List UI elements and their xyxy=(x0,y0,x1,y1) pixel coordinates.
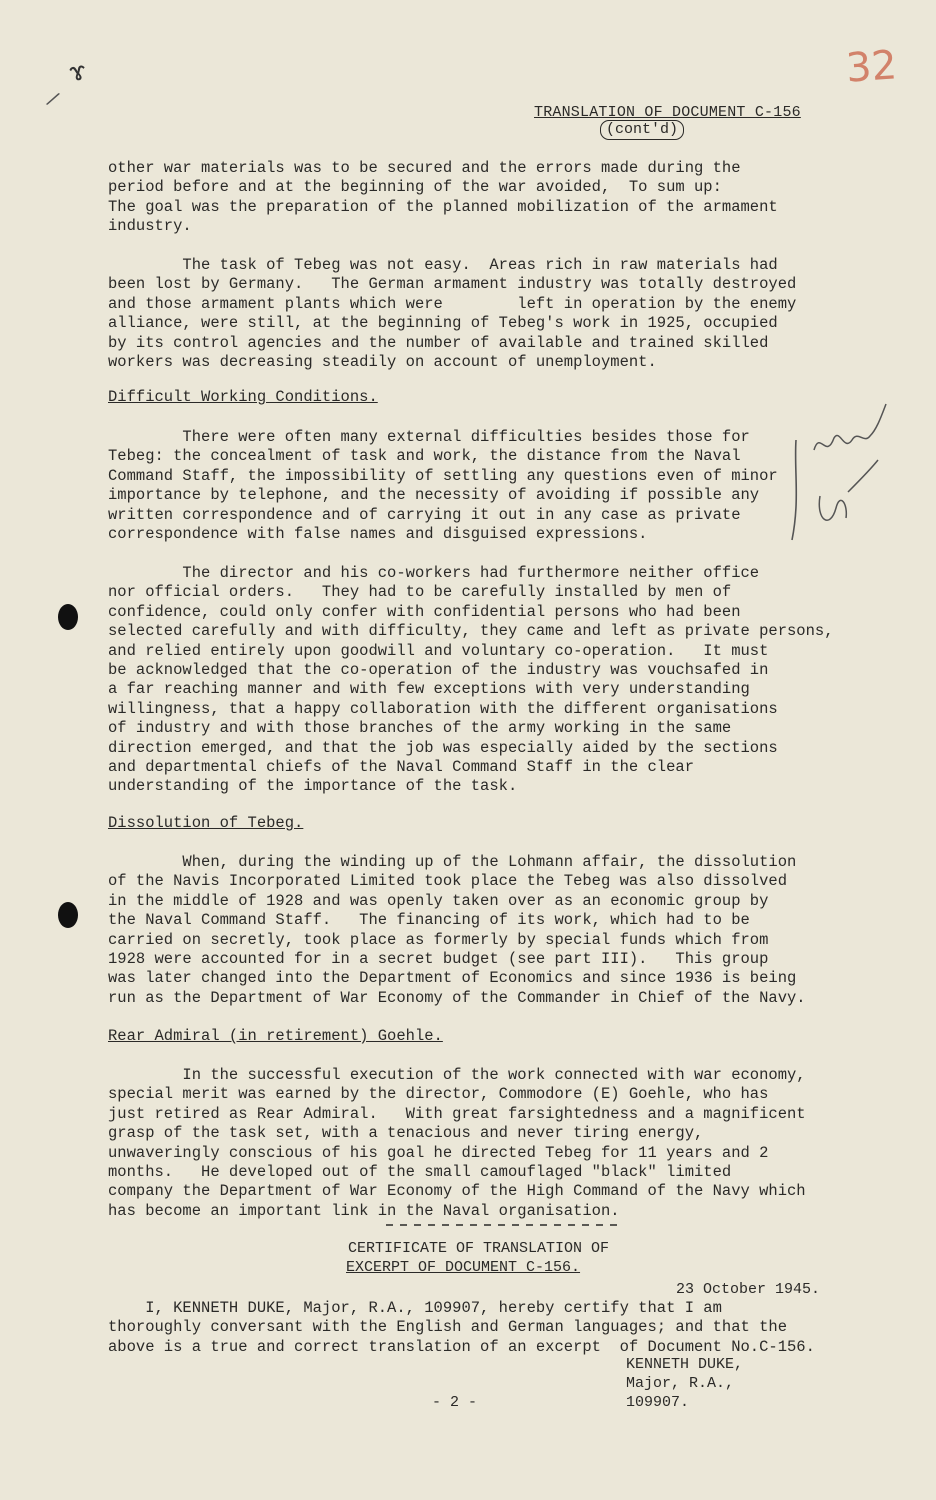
text-line: Tebeg: the concealment of task and work, the distance from the Naval xyxy=(108,447,741,466)
text-line: just retired as Rear Admiral. With great farsightedness and a magnificent xyxy=(108,1104,806,1123)
text-line: In the successful execution of the work connected with war economy, xyxy=(108,1066,806,1084)
text-line: special merit was earned by the director, Commodore (E) Goehle, who has xyxy=(108,1085,769,1104)
pencil-slash-mark: / xyxy=(42,88,62,115)
text-line: of industry and with those branches of the army working in the same xyxy=(108,719,732,738)
certificate-date: 23 October 1945. xyxy=(676,1281,821,1298)
certificate-body xyxy=(108,1299,815,1357)
text-line: willingness, that a happy collaboration with the different organisations xyxy=(108,699,778,718)
text-line: and relied entirely upon goodwill and voluntary co-operation. It must xyxy=(108,641,769,660)
text-line: The goal was the preparation of the planned mobilization of the armament xyxy=(108,197,778,216)
signature-number: 109907. xyxy=(626,1394,690,1411)
text-line: above is a true and correct translation of an excerpt of Document No.C-156. xyxy=(108,1337,815,1356)
signature-rank: Major, R.A., xyxy=(626,1375,735,1392)
punch-hole xyxy=(58,604,78,630)
text-line: alliance, were still, at the beginning of Tebeg's work in 1925, occupied xyxy=(108,314,778,333)
text-line: carried on secretly, took place as formerly by special funds which from xyxy=(108,930,769,949)
paragraph-admiral xyxy=(108,1066,806,1221)
text-line: I, KENNETH DUKE, Major, R.A., 109907, hereby certify that I am xyxy=(108,1299,722,1317)
text-line: months. He developed out of the small camouflaged "black" limited xyxy=(108,1162,732,1181)
text-line: nor official orders. They had to be carefully installed by men of xyxy=(108,583,732,602)
heading-admiral: Rear Admiral (in retirement) Goehle. xyxy=(108,1027,443,1045)
text-line: other war materials was to be secured and the errors made during the xyxy=(108,159,741,177)
paragraph-intro xyxy=(108,159,778,237)
text-line: in the middle of 1928 and was openly taken over as an economic group by xyxy=(108,891,769,910)
document-title: TRANSLATION OF DOCUMENT C-156 xyxy=(534,104,801,121)
text-line: been lost by Germany. The German armament industry was totally destroyed xyxy=(108,275,797,294)
text-line: of the Navis Incorporated Limited took place the Tebeg was also dissolved xyxy=(108,872,788,891)
text-line: The director and his co-workers had furthermore neither office xyxy=(108,564,760,582)
text-line: run as the Department of War Economy of the Commander in Chief of the Navy. xyxy=(108,988,806,1007)
pencil-tick-mark: ɤ xyxy=(67,56,89,90)
text-line: There were often many external difficulties besides those for xyxy=(108,428,750,446)
text-line: importance by telephone, and the necessity of avoiding if possible any xyxy=(108,486,760,505)
text-line: thoroughly conversant with the English and German languages; and that the xyxy=(108,1318,788,1337)
text-line: understanding of the importance of the task. xyxy=(108,777,518,796)
text-line: the Naval Command Staff. The financing of its work, which had to be xyxy=(108,911,750,930)
document-subtitle: (cont'd) xyxy=(600,120,684,140)
page-footer-number: - 2 - xyxy=(432,1394,478,1411)
text-line: grasp of the task set, with a tenacious and never tiring energy, xyxy=(108,1124,704,1143)
text-line: was later changed into the Department of Economics and since 1936 is being xyxy=(108,969,797,988)
certificate-subtitle: EXCERPT OF DOCUMENT C-156. xyxy=(346,1259,581,1276)
paragraph-director xyxy=(108,564,834,797)
text-line: by its control agencies and the number of available and trained skilled xyxy=(108,333,769,352)
signature-name: KENNETH DUKE, xyxy=(626,1356,744,1373)
text-line: correspondence with false names and disguised expressions. xyxy=(108,524,648,543)
text-line: industry. xyxy=(108,217,192,236)
text-line: written correspondence and of carrying it out in any case as private xyxy=(108,505,741,524)
paragraph-dissolution xyxy=(108,853,806,1008)
text-line: The task of Tebeg was not easy. Areas rich in raw materials had xyxy=(108,256,778,274)
handwritten-initials-scribble xyxy=(786,400,896,550)
text-line: and those armament plants which were left in operation by the enemy xyxy=(108,294,797,313)
text-line: be acknowledged that the co-operation of the industry was vouchsafed in xyxy=(108,660,769,679)
text-line: Command Staff, the impossibility of settling any questions even of minor xyxy=(108,466,778,485)
text-line: workers was decreasing steadily on account of unemployment. xyxy=(108,352,657,371)
text-line: confidence, could only confer with confidential persons who had been xyxy=(108,602,741,621)
text-line: 1928 were accounted for in a secret budget (see part III). This group xyxy=(108,949,769,968)
text-line: has become an important link in the Naval organisation. xyxy=(108,1201,620,1220)
page-number-stamp: 32 xyxy=(844,42,899,92)
text-line: direction emerged, and that the job was especially aided by the sections xyxy=(108,738,778,757)
dashed-underline xyxy=(386,1222,622,1228)
text-line: company the Department of War Economy of the High Command of the Navy which xyxy=(108,1182,806,1201)
paragraph-difficult xyxy=(108,428,778,544)
text-line: unwaveringly conscious of his goal he directed Tebeg for 11 years and 2 xyxy=(108,1143,769,1162)
text-line: period before and at the beginning of the war avoided, To sum up: xyxy=(108,178,722,197)
text-line: a far reaching manner and with few exceptions with very understanding xyxy=(108,680,750,699)
text-line: When, during the winding up of the Lohmann affair, the dissolution xyxy=(108,853,797,871)
text-line: selected carefully and with difficulty, they came and left as private persons, xyxy=(108,622,834,641)
heading-difficult: Difficult Working Conditions. xyxy=(108,388,378,406)
certificate-title: CERTIFICATE OF TRANSLATION OF xyxy=(348,1240,610,1257)
text-line: and departmental chiefs of the Naval Command Staff in the clear xyxy=(108,757,694,776)
paragraph-tebeg-task xyxy=(108,256,796,372)
punch-hole xyxy=(58,902,78,928)
heading-dissolution: Dissolution of Tebeg. xyxy=(108,814,304,832)
